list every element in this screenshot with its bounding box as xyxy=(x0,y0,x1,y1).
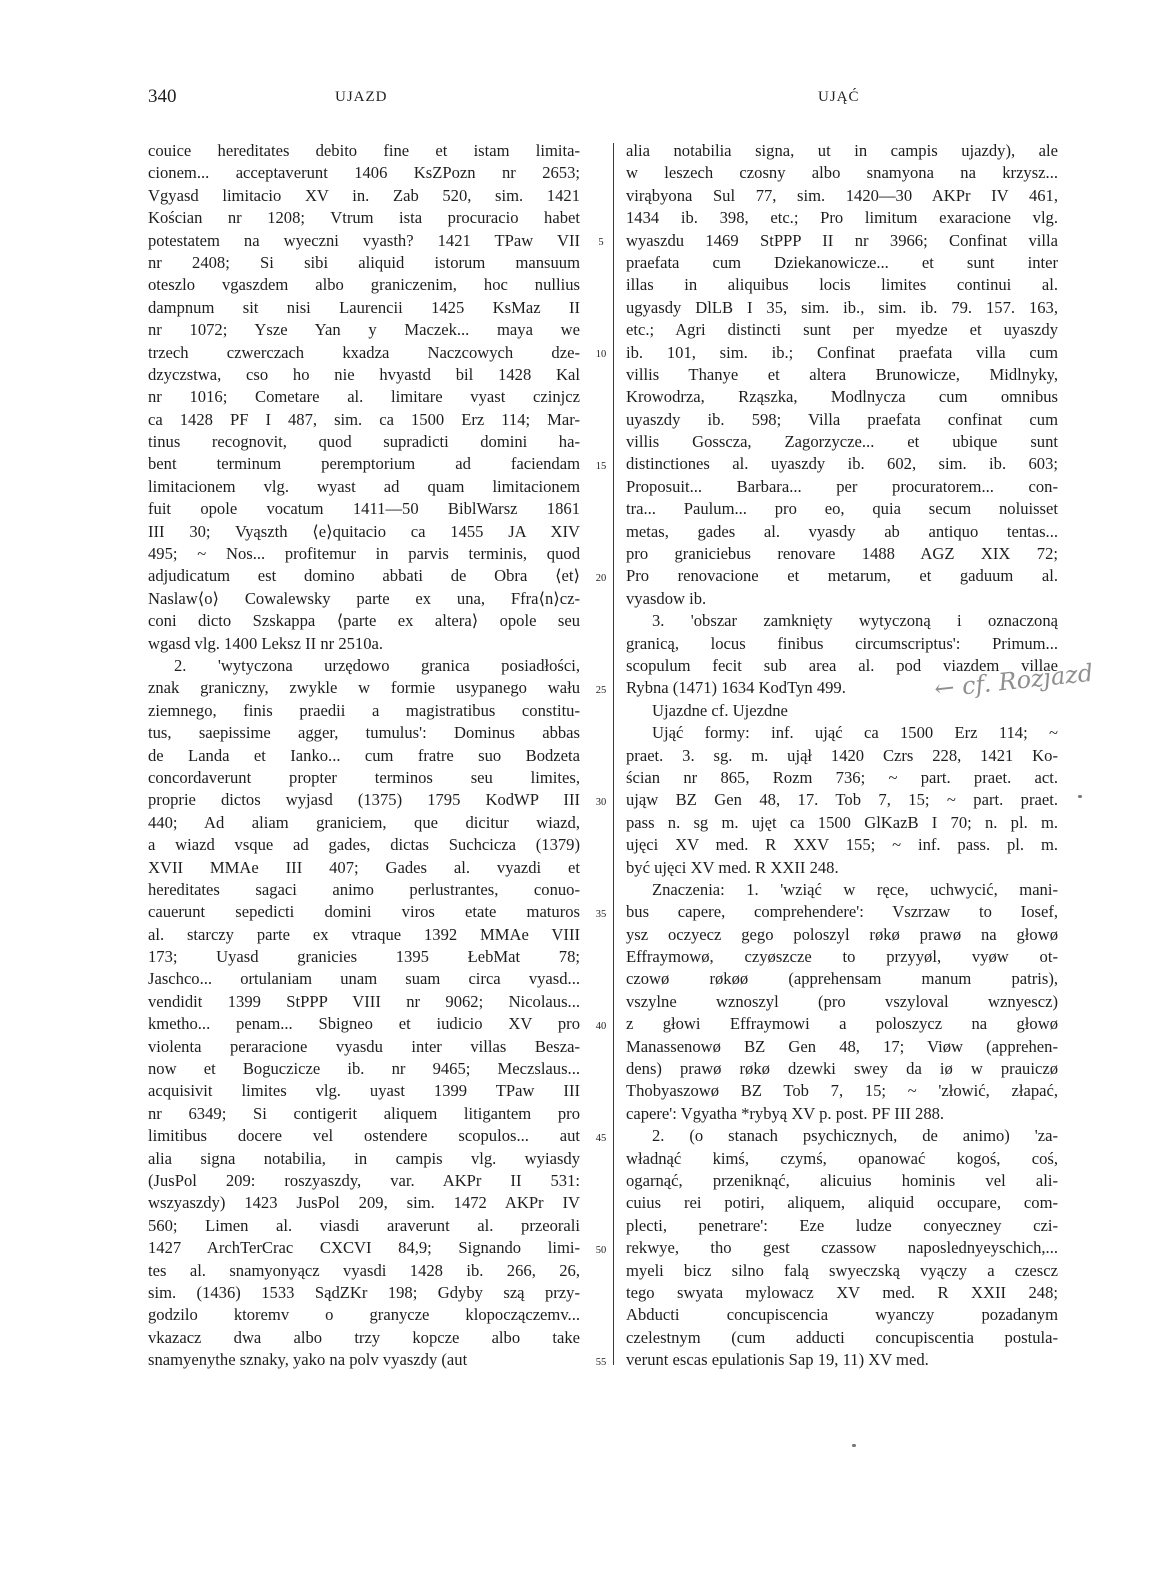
text-line: 3. 'obszar zamknięty wytyczoną i oznaczoną xyxy=(652,611,1058,631)
text-line: bent terminum peremptorium ad faciendam xyxy=(148,454,580,474)
text-line: villis Gosscza, Zagorzycze... et ubique sunt xyxy=(626,432,1058,452)
text-line: tego swyata mylowacz XV med. R XXII 248; xyxy=(626,1282,1058,1302)
text-line: wgasd vlg. 1400 Leksz II nr 2510a. xyxy=(148,633,384,653)
text-line: nr 1016; Cometare al. limitare vyast czinjcz xyxy=(148,387,580,407)
text-line: ysz oczyecz gego poloszyl røkø prawø na głowø xyxy=(626,924,1058,944)
text-line: concordaverunt propter terminos seu limites, xyxy=(148,767,580,787)
handwritten-annotation: ← cf. Rozjazd xyxy=(932,658,1095,704)
text-line: metas, gades al. vyasdy ab antiquo tentas... xyxy=(626,521,1058,541)
text-line: limitacionem vlg. wyast ad quam limitacionem xyxy=(148,476,580,496)
text-line: w leszech czosny albo snamyona na krzysz... xyxy=(626,163,1058,183)
text-line: vszylne wznoszyl (pro vszyloval wznyescz) xyxy=(626,991,1058,1011)
text-line: władnąć kimś, czymś, opanować kogoś, coś, xyxy=(626,1148,1058,1168)
margin-line-number: 5 xyxy=(598,236,604,248)
text-line: wszyaszdy) 1423 JusPol 209, sim. 1472 AKPr IV xyxy=(148,1193,580,1213)
margin-line-number: 25 xyxy=(595,684,607,696)
text-line: trzech czwerczach kxadza Naczcowych dze- xyxy=(148,342,580,362)
text-line: Proposuit... Barbara... per procuratorem... con- xyxy=(626,476,1058,496)
text-line: tra... Paulum... pro eo, quia secum noluisset xyxy=(626,499,1058,519)
text-line: ca 1428 PF I 487, sim. ca 1500 Erz 114; Mar- xyxy=(148,409,580,429)
text-line: bus capere, comprehendere': Vszrzaw to Iosef, xyxy=(626,902,1058,922)
text-line: III 30; Vyąszth ⟨e⟩quitacio ca 1455 JA XIV xyxy=(148,521,580,541)
text-line: ujęci XV med. R XXV 155; ~ inf. pass. pl. m. xyxy=(626,835,1058,855)
text-line: praet. 3. sg. m. ujął 1420 Czrs 228, 1421 Ko- xyxy=(626,745,1058,765)
text-line: z głowi Effraymowi a poloszycz na głowø xyxy=(626,1014,1058,1034)
margin-line-number: 15 xyxy=(595,460,607,472)
text-line: nr 1072; Ysze Yan y Maczek... maya we xyxy=(148,320,580,340)
text-line: plecti, penetrare': Eze ludze conyeczney czi- xyxy=(626,1215,1058,1235)
text-line: scopulum fecit sub area al. pod viazdem villae xyxy=(626,655,1058,675)
right-text-column xyxy=(626,140,1058,1371)
text-line: capere': Vgyatha *rybyą XV p. post. PF III 288. xyxy=(626,1103,945,1123)
text-line: alia notabilia signa, ut in campis ujazdy), ale xyxy=(626,141,1058,160)
text-line: praefata cum Dziekanowicze... et sunt inter xyxy=(626,252,1058,272)
margin-line-number: 20 xyxy=(595,572,607,584)
text-line: etc.; Agri distincti sunt per myedze et uyaszdy xyxy=(626,320,1058,340)
text-line: 2. 'wytyczona urzędowo granica posiadłości, xyxy=(174,655,580,675)
text-line: pro graniciebus renovare 1488 AGZ XIX 72; xyxy=(626,544,1058,564)
text-line: vendidit 1399 StPPP VIII nr 9062; Nicolaus... xyxy=(148,991,580,1011)
text-line: a wiazd vsque ad gades, dictas Suchcicza (1379) xyxy=(148,835,580,855)
text-line: adjudicatum est domino abbati de Obra ⟨et⟩ xyxy=(148,566,580,586)
text-line: now et Boguczicze ib. nr 9465; Meczslaus... xyxy=(148,1059,580,1079)
column-divider xyxy=(613,143,614,1365)
text-line: hereditates sagaci animo perlustrantes, conuo- xyxy=(148,879,580,899)
text-line: coni dicto Szskappa ⟨parte ex altera⟩ opole seu xyxy=(148,611,580,631)
text-line: proprie dictos wyjasd (1375) 1795 KodWP III xyxy=(148,790,580,810)
text-line: tinus recognovit, quod supradicti domini ha- xyxy=(148,432,580,452)
margin-line-number: 40 xyxy=(595,1020,607,1032)
text-line: snamyenythe sznaky, yako na polv vyaszdy (aut xyxy=(148,1350,468,1370)
text-line: Kościan nr 1208; Vtrum ista procuracio habet xyxy=(148,208,580,228)
text-line: fuit opole vocatum 1411—50 BiblWarsz 1861 xyxy=(148,499,580,519)
text-line: granicą, locus finibus circumscriptus': Primum... xyxy=(626,633,1058,653)
text-line: couice hereditates debito fine et istam limita- xyxy=(148,141,580,160)
text-line: Abducti concupiscencia wyanczy pozadanym xyxy=(626,1305,1058,1325)
text-line: ścian nr 865, Rozm 736; ~ part. praet. act. xyxy=(626,767,1058,787)
text-line: sim. (1436) 1533 SądZKr 198; Gdyby szą przy- xyxy=(148,1282,580,1302)
text-line: alia signa notabilia, in campis vlg. wyiasdy xyxy=(148,1148,580,1168)
text-line: ugyasdy DlLB I 35, sim. ib., sim. ib. 79. 157. 163, xyxy=(626,297,1058,317)
text-line: 440; Ad aliam graniciem, que dicitur wiazd, xyxy=(148,812,580,832)
text-line: Manassenowø BZ Gen 48, 17; Viøw (apprehen- xyxy=(626,1036,1058,1056)
text-line: Jaschco... ortulaniam unam suam circa vyasd... xyxy=(148,969,580,989)
right-running-head: UJĄĆ xyxy=(818,89,860,105)
text-line: tus, saepissime agger, tumulus': Dominus abbas xyxy=(148,723,580,743)
text-line: villis Thanye et altera Brunowicze, Midlnyky, xyxy=(626,364,1058,384)
text-line: wyaszdu 1469 StPPP II nr 3966; Confinat villa xyxy=(626,230,1058,250)
text-line: vkazacz dwa albo trzy kopcze albo take xyxy=(148,1327,580,1347)
text-line: al. starczy parte ex vtraque 1392 MMAe VIII xyxy=(148,924,580,944)
text-line: tes al. snamyonyącz vyasdi 1428 ib. 266, 26, xyxy=(148,1260,580,1280)
speck xyxy=(1078,795,1082,798)
text-line: czelestnym (cum adducti concupiscentia postula- xyxy=(626,1327,1058,1347)
text-line: cuius rei potiri, aliquem, aliquid occupare, com- xyxy=(626,1193,1058,1213)
text-line: distinctiones al. uyaszdy ib. 602, sim. ib. 603; xyxy=(626,454,1058,474)
text-line: oteszlo vgaszdem albo graniczenim, hoc nullius xyxy=(148,275,580,295)
text-line: uyaszdy ib. 598; Villa praefata confinat cum xyxy=(626,409,1058,429)
text-line: acquisivit limites vlg. uyast 1399 TPaw III xyxy=(148,1081,580,1101)
text-line: XVII MMAe III 407; Gades al. vyazdi et xyxy=(148,857,580,877)
text-line: Krowodrza, Rząszka, Modlnycza cum omnibus xyxy=(626,387,1058,407)
margin-line-number: 55 xyxy=(595,1356,607,1368)
text-line: cauerunt sepedicti domini viros etate maturos xyxy=(148,902,580,922)
text-line: Ujazdne cf. Ujezdne xyxy=(652,700,788,720)
text-line: ogarnąć, przeniknąć, alicuius hominis vel ali- xyxy=(626,1170,1058,1190)
text-line: de Landa et Ianko... cum fratre suo Bodzeta xyxy=(148,745,580,765)
margin-line-number: 35 xyxy=(595,908,607,920)
text-line: dzyczstwa, cso ho nie hvyastd bil 1428 Kal xyxy=(148,364,580,384)
text-line: dampnum sit nisi Laurencii 1425 KsMaz II xyxy=(148,297,580,317)
text-line: (JusPol 209: roszyaszdy, var. AKPr II 531: xyxy=(148,1170,580,1190)
text-line: znak graniczny, zwykle w formie usypanego wału xyxy=(148,678,580,698)
text-line: rekwye, tho gest czassow naposlednyeyschich,... xyxy=(626,1238,1058,1258)
text-line: 2. (o stanach psychicznych, de animo) 'za- xyxy=(652,1126,1058,1146)
text-line: violenta peraracione vyasdu inter villas Besza- xyxy=(148,1036,580,1056)
text-line: kmetho... penam... Sbigneo et iudicio XV pro xyxy=(148,1014,580,1034)
text-line: myeli bicz silno falą swyeczską vyączy a czescz xyxy=(626,1260,1058,1280)
text-line: ująw BZ Gen 48, 17. Tob 7, 15; ~ part. praet. xyxy=(626,790,1058,810)
text-line: Effraymowø, czyøszcze to przyyøl, vyøw ot- xyxy=(626,947,1058,967)
text-line: nr 6349; Si contigerit aliquem litigantem pro xyxy=(148,1103,580,1123)
text-line: Ująć formy: inf. ująć ca 1500 Erz 114; ~ xyxy=(652,723,1058,743)
text-line: virąbyona Sul 77, sim. 1420—30 AKPr IV 461, xyxy=(626,185,1058,205)
text-line: ib. 101, sim. ib.; Confinat praefata villa cum xyxy=(626,342,1058,362)
left-text-column xyxy=(148,140,580,1371)
text-line: potestatem na wyeczni vyasth? 1421 TPaw VII xyxy=(148,230,580,250)
margin-line-number: 45 xyxy=(595,1132,607,1144)
text-line: Znaczenia: 1. 'wziąć w ręce, uchwycić, mani- xyxy=(652,879,1058,899)
text-line: vyasdow ib. xyxy=(626,588,707,608)
text-line: verunt escas epulationis Sap 19, 11) XV med. xyxy=(626,1350,929,1370)
margin-line-number: 30 xyxy=(595,796,607,808)
speck xyxy=(852,1444,856,1447)
text-line: Rybna (1471) 1634 KodTyn 499. xyxy=(626,678,846,698)
margin-line-number: 10 xyxy=(595,348,607,360)
text-line: 495; ~ Nos... profitemur in parvis terminis, quod xyxy=(148,544,580,564)
text-line: czowø røkøø (apprehensam manum patris), xyxy=(626,969,1058,989)
text-line: Pro renovacione et metarum, et gaduum al. xyxy=(626,566,1058,586)
text-line: Thobyaszowø BZ Tob 7, 15; ~ 'złowić, złapać, xyxy=(626,1081,1058,1101)
text-line: illas in aliquibus locis limites continui al. xyxy=(626,275,1058,295)
left-running-head: UJAZD xyxy=(335,89,388,105)
text-line: pass n. sg m. ujęt ca 1500 GlKazB I 70; n. pl. m. xyxy=(626,812,1058,832)
text-line: limitibus docere vel ostendere scopulos... aut xyxy=(148,1126,580,1146)
text-line: 560; Limen al. viasdi araverunt al. przeorali xyxy=(148,1215,580,1235)
text-line: dens) prawø røkø dzewki swey da iø w prauiczø xyxy=(626,1059,1058,1079)
text-line: 1434 ib. 398, etc.; Pro limitum exaracione vlg. xyxy=(626,208,1058,228)
text-line: Naslaw⟨o⟩ Cowalewsky parte ex una, Ffra⟨n⟩cz- xyxy=(148,588,580,608)
page-number: 340 xyxy=(148,86,177,107)
margin-line-number: 50 xyxy=(595,1244,607,1256)
text-line: godzilo ktoremv o granycze klopoczączemv... xyxy=(148,1305,580,1325)
text-line: 173; Uyasd granicies 1395 ŁebMat 78; xyxy=(148,947,580,967)
text-line: ziemnego, finis praedii a magistratibus constitu- xyxy=(148,700,580,720)
text-line: być ujęci XV med. R XXII 248. xyxy=(626,857,839,877)
text-line: Vgyasd limitacio XV in. Zab 520, sim. 1421 xyxy=(148,185,580,205)
text-line: cionem... acceptaverunt 1406 KsZPozn nr 2653; xyxy=(148,163,580,183)
text-line: nr 2408; Si sibi aliquid istorum mansuum xyxy=(148,252,580,272)
text-line: 1427 ArchTerCrac CXCVI 84,9; Signando limi- xyxy=(148,1238,580,1258)
